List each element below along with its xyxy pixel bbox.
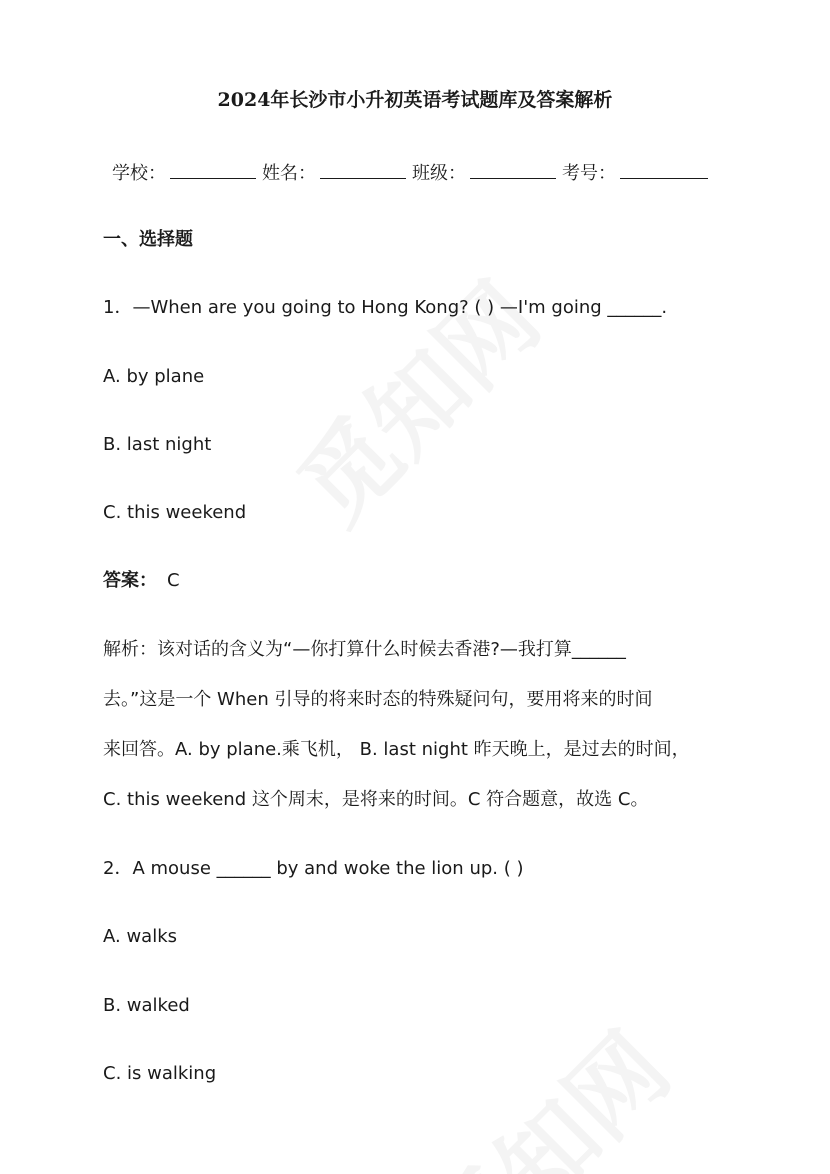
school-blank [170, 158, 256, 179]
class-label: 班级： [412, 163, 466, 184]
question-2-stem: 2．A mouse ______ by and woke the lion up. ( ) [103, 858, 524, 879]
student-info-row [112, 158, 714, 188]
document-title: 2024年长沙市小升初英语考试题库及答案解析 [217, 89, 613, 111]
analysis-line-2: 去。”这是一个 When 引导的将来时态的特殊疑问句，要用将来的时间 [103, 689, 653, 710]
exam-id-blank [620, 158, 708, 179]
question-2-option-b: B. walked [103, 995, 190, 1016]
class-blank [470, 158, 556, 179]
school-label: 学校： [112, 163, 166, 184]
analysis-line-3: 来回答。A. by plane.乘飞机， B. last night 昨天晚上，是过去的时间， [103, 739, 690, 760]
analysis-line-4: C. this weekend 这个周末，是将来的时间。C 符合题意，故选 C。 [103, 789, 649, 810]
question-1-answer [103, 567, 180, 595]
name-blank [320, 158, 406, 179]
question-1-option-c: C. this weekend [103, 502, 247, 523]
answer-label: 答案： [103, 570, 157, 591]
exam-id-label: 考号： [562, 163, 616, 184]
analysis-line-1: 解析：该对话的含义为“—你打算什么时候去香港?—我打算______ [103, 639, 626, 660]
watermark-logo-bottom [394, 998, 695, 1174]
section-heading: 一、选择题 [103, 229, 193, 250]
question-1-stem: 1．—When are you going to Hong Kong? ( ) —I'm going ______. [103, 297, 668, 318]
question-1-option-a: A. by plane [103, 366, 205, 387]
question-2-option-c: C. is walking [103, 1063, 217, 1084]
question-2-option-a: A. walks [103, 926, 177, 947]
answer-value: C [167, 570, 180, 591]
name-label: 姓名： [262, 163, 316, 184]
question-1-option-b: B. last night [103, 434, 212, 455]
